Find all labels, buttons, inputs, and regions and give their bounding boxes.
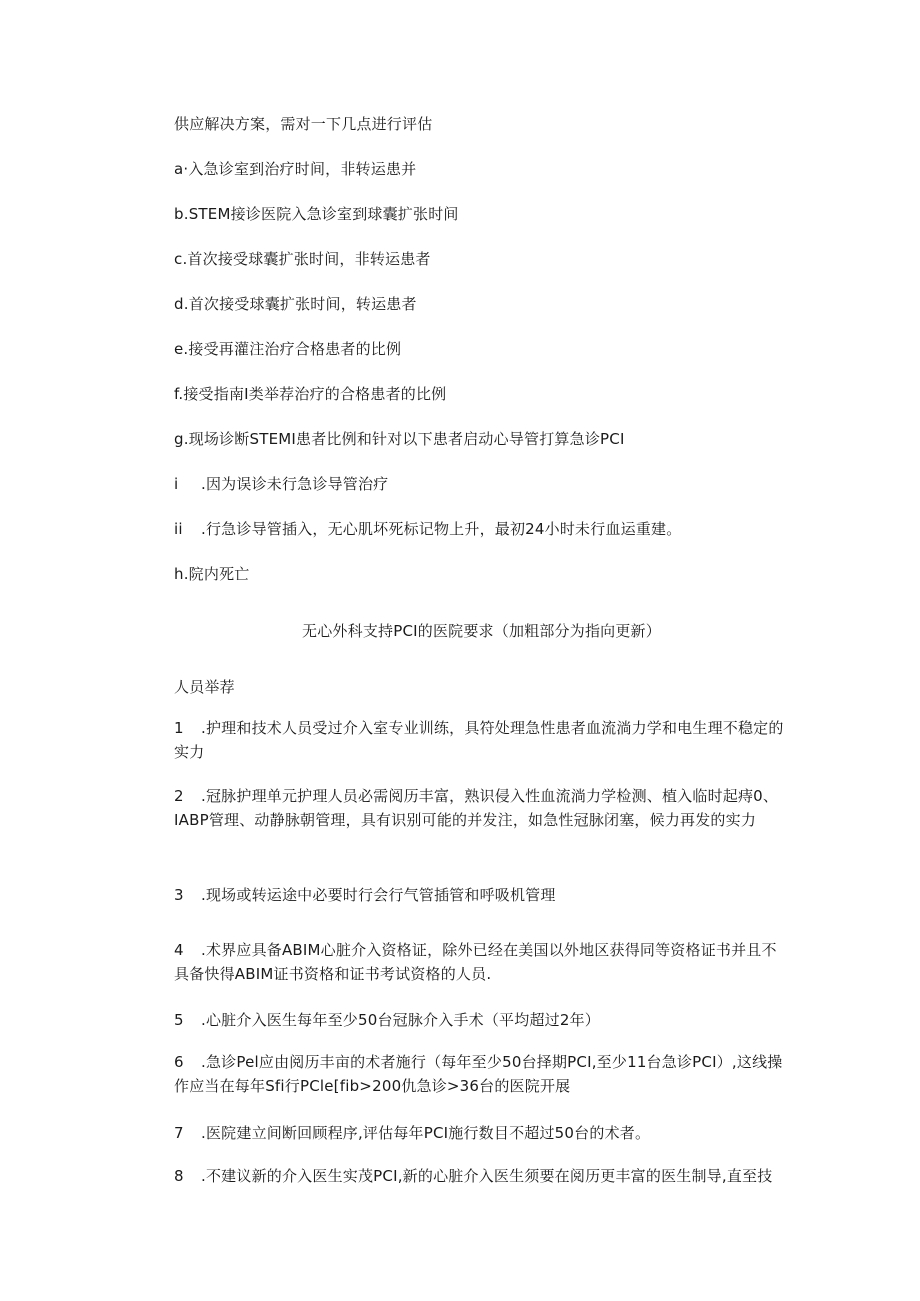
item-text: .不建议新的介入医生实茂PCI,新的心脏介入医生须要在阅历更丰富的医生制导,直至技 bbox=[201, 1167, 773, 1185]
numbered-item-4 bbox=[174, 938, 789, 986]
list-item-c: c.首次接受球囊扩张时间，非转运患者 bbox=[174, 250, 431, 268]
sub-item-marker: i bbox=[174, 475, 179, 493]
numbered-item-2 bbox=[174, 784, 789, 832]
item-text: .心脏介入医生每年至少50台冠脉介入手术（平均超过2年） bbox=[201, 1011, 601, 1029]
item-text: .现场或转运途中必要时行会行气管插管和呼吸机管理 bbox=[201, 886, 556, 904]
item-number: 8 bbox=[174, 1167, 184, 1185]
item-text: .急诊Pel应由阅历丰亩的术者施行（每年至少50台择期PCI,至少11台急诊PCI）,这线操作应当在每年Sfi行PCle[fib>200仇急诊>36台的医院开展 bbox=[174, 1053, 783, 1095]
subsection-title: 人员举荐 bbox=[174, 678, 235, 696]
item-number: 2 bbox=[174, 787, 184, 805]
item-number: 7 bbox=[174, 1124, 184, 1142]
item-number: 3 bbox=[174, 886, 184, 904]
item-text: .医院建立间断回顾程序,评估每年PCI施行数目不超过50台的术者。 bbox=[201, 1124, 651, 1142]
list-item-d: d.首次接受球囊扩张时间，转运患者 bbox=[174, 295, 417, 313]
sub-item-marker: ii bbox=[174, 520, 183, 538]
list-item-b: b.STEM接诊医院入急诊室到球囊扩张时间 bbox=[174, 205, 459, 223]
numbered-item-7 bbox=[174, 1121, 789, 1145]
section-title: 无心外科支持PCI的医院要求（加粗部分为指向更新） bbox=[302, 622, 661, 640]
numbered-item-6 bbox=[174, 1050, 789, 1098]
item-number: 4 bbox=[174, 941, 184, 959]
sub-item-ii bbox=[174, 518, 789, 540]
numbered-item-8 bbox=[174, 1164, 789, 1188]
numbered-item-5 bbox=[174, 1008, 789, 1032]
sub-item-text: .行急诊导管插入，无心肌坏死标记物上升，最初24小时未行血运重建。 bbox=[201, 520, 682, 538]
list-item-e: e.接受再灌注治疗合格患者的比例 bbox=[174, 340, 402, 358]
numbered-item-3 bbox=[174, 883, 789, 907]
sub-item-text: .因为误诊未行急诊导管治疗 bbox=[201, 475, 389, 493]
list-item-f: f.接受指南I类举荐治疗的合格患者的比例 bbox=[174, 385, 447, 403]
numbered-item-1 bbox=[174, 716, 789, 764]
item-number: 6 bbox=[174, 1053, 184, 1071]
intro-text: 供应解决方案，需对一下几点进行评估 bbox=[174, 115, 433, 133]
item-text: .术界应具备ABIM心脏介入资格证，除外已经在美国以外地区获得同等资格证书并且不具备快得ABIM证书资格和证书考试资格的人员. bbox=[174, 941, 777, 983]
item-text: .冠脉护理单元护理人员必需阅历丰富，熟识侵入性血流淌力学检测、植入临时起痔0、IABP管理、动静脉朝管理，具有识别可能的并发注，如急性冠脉闭塞，候力再发的实力 bbox=[174, 787, 779, 829]
item-number: 5 bbox=[174, 1011, 184, 1029]
sub-item-i bbox=[174, 473, 789, 495]
list-item-g: g.现场诊断STEMI患者比例和针对以下患者启动心导管打算急诊PCI bbox=[174, 430, 625, 448]
item-number: 1 bbox=[174, 719, 184, 737]
list-item-h: h.院内死亡 bbox=[174, 565, 250, 583]
item-text: .护理和技术人员受过介入室专业训练，具符处理急性患者血流淌力学和电生理不稳定的实力 bbox=[174, 719, 784, 761]
list-item-a: a·入急诊室到治疗时间，非转运患并 bbox=[174, 160, 417, 178]
